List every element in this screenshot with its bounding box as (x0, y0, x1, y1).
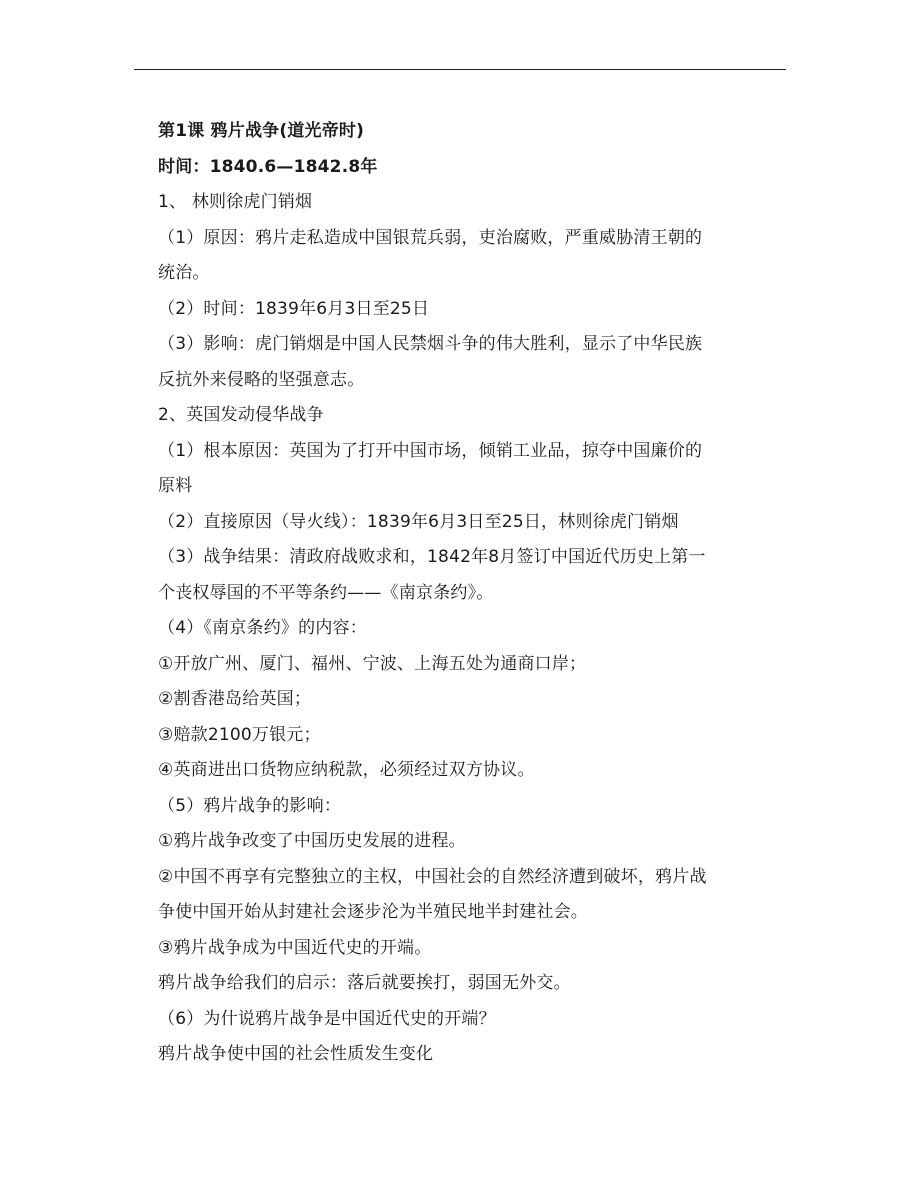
text-line: 争使中国开始从封建社会逐步沦为半殖民地半封建社会。 (158, 902, 588, 922)
text-line: ③鸦片战争成为中国近代史的开端。 (158, 937, 432, 958)
text-line: 统治。 (158, 263, 210, 283)
text-line: ②中国不再享有完整独立的主权，中国社会的自然经济遭到破坏，鸦片战 (158, 866, 707, 887)
header-rule (134, 69, 786, 70)
text-line: 个丧权辱国的不平等条约——《南京条约》。 (158, 582, 494, 603)
text-line: 鸦片战争使中国的社会性质发生变化 (158, 1044, 434, 1064)
text-line: 2、英国发动侵华战争 (158, 405, 324, 425)
document-body (158, 114, 758, 1073)
text-line: 1、 林则徐虎门销烟 (158, 192, 313, 212)
text-line: （3）战争结果：清政府战败求和，1842年8月签订中国近代历史上第一 (158, 547, 706, 567)
text-line: （4）《南京条约》的内容： (158, 618, 367, 638)
heading-line: 时间：1840.6—1842.8年 (158, 156, 378, 177)
text-line: 反抗外来侵略的坚强意志。 (158, 369, 365, 390)
text-line: （5）鸦片战争的影响： (158, 795, 342, 816)
text-line: 鸦片战争给我们的启示：落后就要挨打，弱国无外交。 (158, 973, 571, 993)
text-line: （1）根本原因：英国为了打开中国市场，倾销工业品，掠夺中国廉价的 (158, 440, 703, 461)
heading-line: 第1课 鸦片战争(道光帝时) (158, 121, 365, 141)
text-line: ①开放广州、厦门、福州、宁波、上海五处为通商口岸； (158, 653, 587, 674)
text-line: ③赔款2100万银元； (158, 724, 321, 745)
text-line: （2）时间：1839年6月3日至25日 (158, 298, 430, 319)
text-line: ②割香港岛给英国； (158, 689, 312, 709)
text-line: （3）影响：虎门销烟是中国人民禁烟斗争的伟大胜利，显示了中华民族 (158, 334, 703, 354)
text-line: ①鸦片战争改变了中国历史发展的进程。 (158, 831, 466, 851)
text-line: ④英商进出口货物应纳税款，必须经过双方协议。 (158, 760, 535, 780)
text-line: （1）原因：鸦片走私造成中国银荒兵弱，吏治腐败，严重威胁清王朝的 (158, 227, 703, 248)
text-line: 原料 (158, 476, 193, 496)
text-line: （6）为什说鸦片战争是中国近代史的开端？ (158, 1008, 496, 1029)
text-line: （2）直接原因（导火线）：1839年6月3日至25日，林则徐虎门销烟 (158, 511, 679, 532)
